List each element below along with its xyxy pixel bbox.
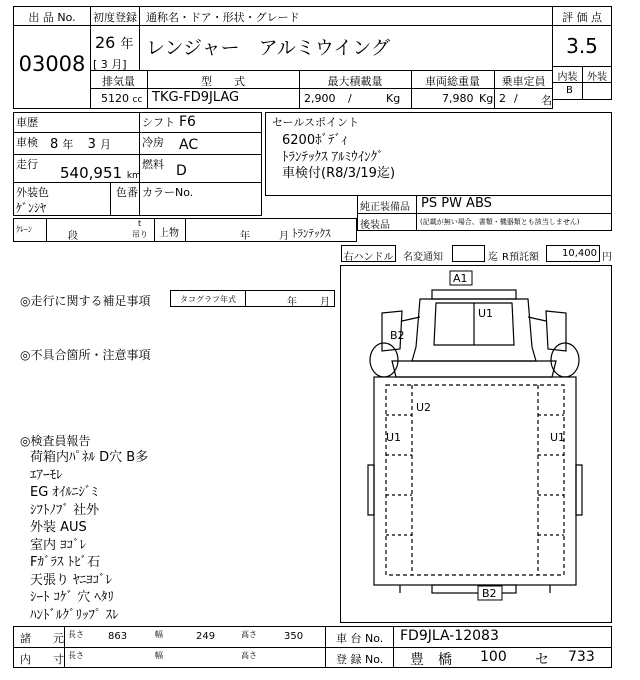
width-value: 249 (196, 631, 216, 642)
inspection-month: 3 (87, 137, 96, 152)
first-reg-year-unit: 年 (120, 37, 134, 52)
inner-width-label: 幅 (155, 651, 163, 660)
inspector-report-line: 外装 AUS (30, 520, 87, 535)
inspector-report-label: ◎検査員報告 (20, 434, 91, 448)
capacity-label: 乗車定員 (501, 75, 546, 88)
damage-label-u1-top: U1 (478, 307, 494, 320)
tacho-month-unit: 月 (320, 297, 330, 308)
fuel-label: 燃料 (142, 158, 164, 171)
dims-label: 諸 元 (20, 632, 64, 645)
damage-label-b2-bottom: B2 (482, 587, 497, 600)
crane-stage-unit: 段 (68, 231, 78, 242)
displacement-value (101, 92, 142, 105)
inspector-report-line: 天張り ﾔﾆﾖｺﾞﾚ (30, 572, 113, 588)
max-load-slash: / (348, 92, 352, 105)
mileage-label: 走行 (16, 158, 38, 171)
color-no-unit-label: カラーNo. (142, 186, 194, 199)
capacity-slash: / (514, 92, 518, 105)
genuine-equipment-value: PS PW ABS (421, 196, 492, 211)
ext-color-label: 外装色 (16, 186, 49, 199)
inspection-year-unit: 年 (62, 138, 74, 151)
width-label: 幅 (155, 630, 163, 639)
tacho-label: タコグラフ年式 (180, 295, 236, 304)
displacement: 5120 (101, 92, 129, 105)
lot-number-label: 出 品 No. (28, 11, 76, 24)
mileage-unit: km (126, 171, 141, 181)
recycle-value: 10,400 (562, 248, 597, 259)
registration-class: 100 (480, 649, 507, 665)
height-value: 350 (284, 631, 304, 642)
first-reg-year-value: 26 (95, 33, 116, 52)
upper-label: 上物 (159, 228, 179, 239)
recycle-label: R預託額 (502, 252, 539, 263)
upper-month-unit: 月 (279, 231, 289, 242)
damage-label-u2: U2 (416, 401, 432, 414)
damage-label-u1-left: U1 (386, 431, 402, 444)
defects-label: ◎不具合箇所・注意事項 (20, 348, 151, 362)
history-label: 車歴 (16, 116, 38, 129)
shift-label: シフト (142, 116, 175, 129)
first-reg-year (95, 33, 133, 52)
length-value: 863 (108, 631, 128, 642)
model-code: TKG-FD9JLAG (152, 90, 240, 105)
name-change-value-cell (452, 245, 485, 262)
registration-label: 登 録 No. (336, 653, 384, 666)
inspector-report-line: ｼﾌﾄﾉﾌﾞ 社外 (30, 502, 100, 518)
length-label: 長さ (68, 630, 84, 639)
inspector-report-line: 室内 ﾖｺﾞﾚ (30, 537, 87, 553)
inner-length-label: 長さ (68, 651, 84, 660)
gross-weight-unit: Kg (479, 92, 494, 105)
inspector-report-line: ﾊﾝﾄﾞﾙｸﾞﾘｯﾌﾟ ｽﾚ (30, 607, 119, 623)
first-reg-month: [ 3 月] (93, 58, 127, 71)
gross-weight-label: 車両総重量 (425, 75, 480, 88)
sales-point-label: セールスポイント (272, 116, 360, 129)
chassis-label: 車 台 No. (336, 632, 384, 645)
exterior-score-cell (582, 82, 612, 100)
sales-point-line-3: 車検付(R8/3/19迄) (282, 166, 396, 181)
aftermarket-label: 後装品 (360, 220, 390, 231)
color-no-label: 色番 (116, 186, 138, 199)
interior-label: 内装 (557, 72, 578, 83)
model-grade-label: 通称名・ドア・形状・グレード (146, 11, 300, 24)
crane-label: ｸﾚｰﾝ (16, 225, 32, 234)
registration-area: 豊 橋 (410, 652, 452, 668)
upper-value: ﾄﾗﾝﾃｯｸｽ (292, 227, 331, 240)
tacho-year-unit: 年 (287, 297, 297, 308)
inspector-report-line: EG ｵｲﾙﾆｼﾞﾐ (30, 485, 98, 500)
score-label: 評 価 点 (562, 11, 602, 24)
lot-number: 03008 (18, 52, 86, 76)
crane-hanging-unit: 吊り (132, 230, 148, 239)
driving-notes-label: ◎走行に関する補足事項 (20, 294, 151, 308)
car-name: レンジャー アルミウイング (146, 37, 390, 59)
sales-point-line-2: ﾄﾗﾝﾃｯｸｽ ｱﾙﾐｳｲﾝｸﾞ (282, 150, 384, 165)
inspection-year: 8 (50, 137, 59, 152)
gross-weight: 7,980 (442, 92, 474, 105)
mileage (60, 164, 141, 182)
damage-label-u1-right: U1 (550, 431, 566, 444)
mileage-value: 540,951 (60, 164, 123, 182)
model-code-label: 型 式 (201, 75, 245, 88)
inspection-date (50, 136, 111, 152)
overall-score: 3.5 (566, 34, 598, 58)
interior-score: B (566, 85, 573, 96)
inspection-label: 車検 (16, 136, 38, 149)
max-load-kg: Kg (386, 92, 401, 105)
displacement-label: 排気量 (102, 75, 135, 88)
name-change-label: 名変通知 (403, 252, 443, 263)
registration-number: 733 (568, 649, 595, 665)
first-reg-label: 初度登録 (93, 11, 137, 24)
inspector-report-line: Fｶﾞﾗｽ ﾄﾋﾞ石 (30, 555, 101, 570)
capacity-unit: 名 (541, 94, 552, 107)
vehicle-diagram (340, 265, 612, 623)
deadline-label: 迄 (488, 252, 498, 263)
aftermarket-note: (記載が無い場合、書類・機器類とも該当しません) (420, 218, 580, 226)
inner-height-label: 高さ (241, 651, 257, 660)
damage-label-b2-left: B2 (390, 329, 405, 342)
sales-point-line-1: 6200ﾎﾞﾃﾞｨ (282, 133, 348, 148)
exterior-label: 外装 (587, 72, 607, 83)
inspector-report-line: ｼｰﾄ ｺｹﾞ 穴 ﾍﾀﾘ (30, 590, 114, 605)
height-label: 高さ (241, 630, 257, 639)
crane-ton-unit: t (138, 219, 142, 228)
aircon-value: AC (179, 137, 199, 153)
genuine-equipment-label: 純正装備品 (360, 202, 410, 213)
inner-dims-label: 内 寸 (20, 653, 64, 666)
max-load: 2,900 (304, 92, 336, 105)
ext-color-value: ｹﾞﾝｼﾔ (16, 201, 47, 215)
shift-value: F6 (179, 114, 196, 130)
steering-value: 右ハンドル (343, 252, 394, 263)
inspection-month-unit: 月 (99, 138, 111, 151)
max-load-label: 最大積載量 (327, 75, 383, 88)
fuel-value: D (176, 163, 187, 179)
chassis-value: FD9JLA-12083 (400, 628, 499, 644)
capacity: 2 (499, 92, 506, 105)
recycle-unit: 円 (602, 252, 612, 263)
inspector-report-line: ｴｱｰﾓﾚ (30, 467, 63, 483)
aircon-label: 冷房 (142, 136, 164, 149)
upper-year-unit: 年 (240, 231, 250, 242)
damage-label-a1: A1 (453, 272, 468, 285)
inspector-report-line: 荷箱内ﾊﾟﾈﾙ D穴 B多 (30, 450, 149, 465)
registration-kana: セ (535, 652, 549, 668)
displacement-unit: cc (132, 95, 143, 105)
